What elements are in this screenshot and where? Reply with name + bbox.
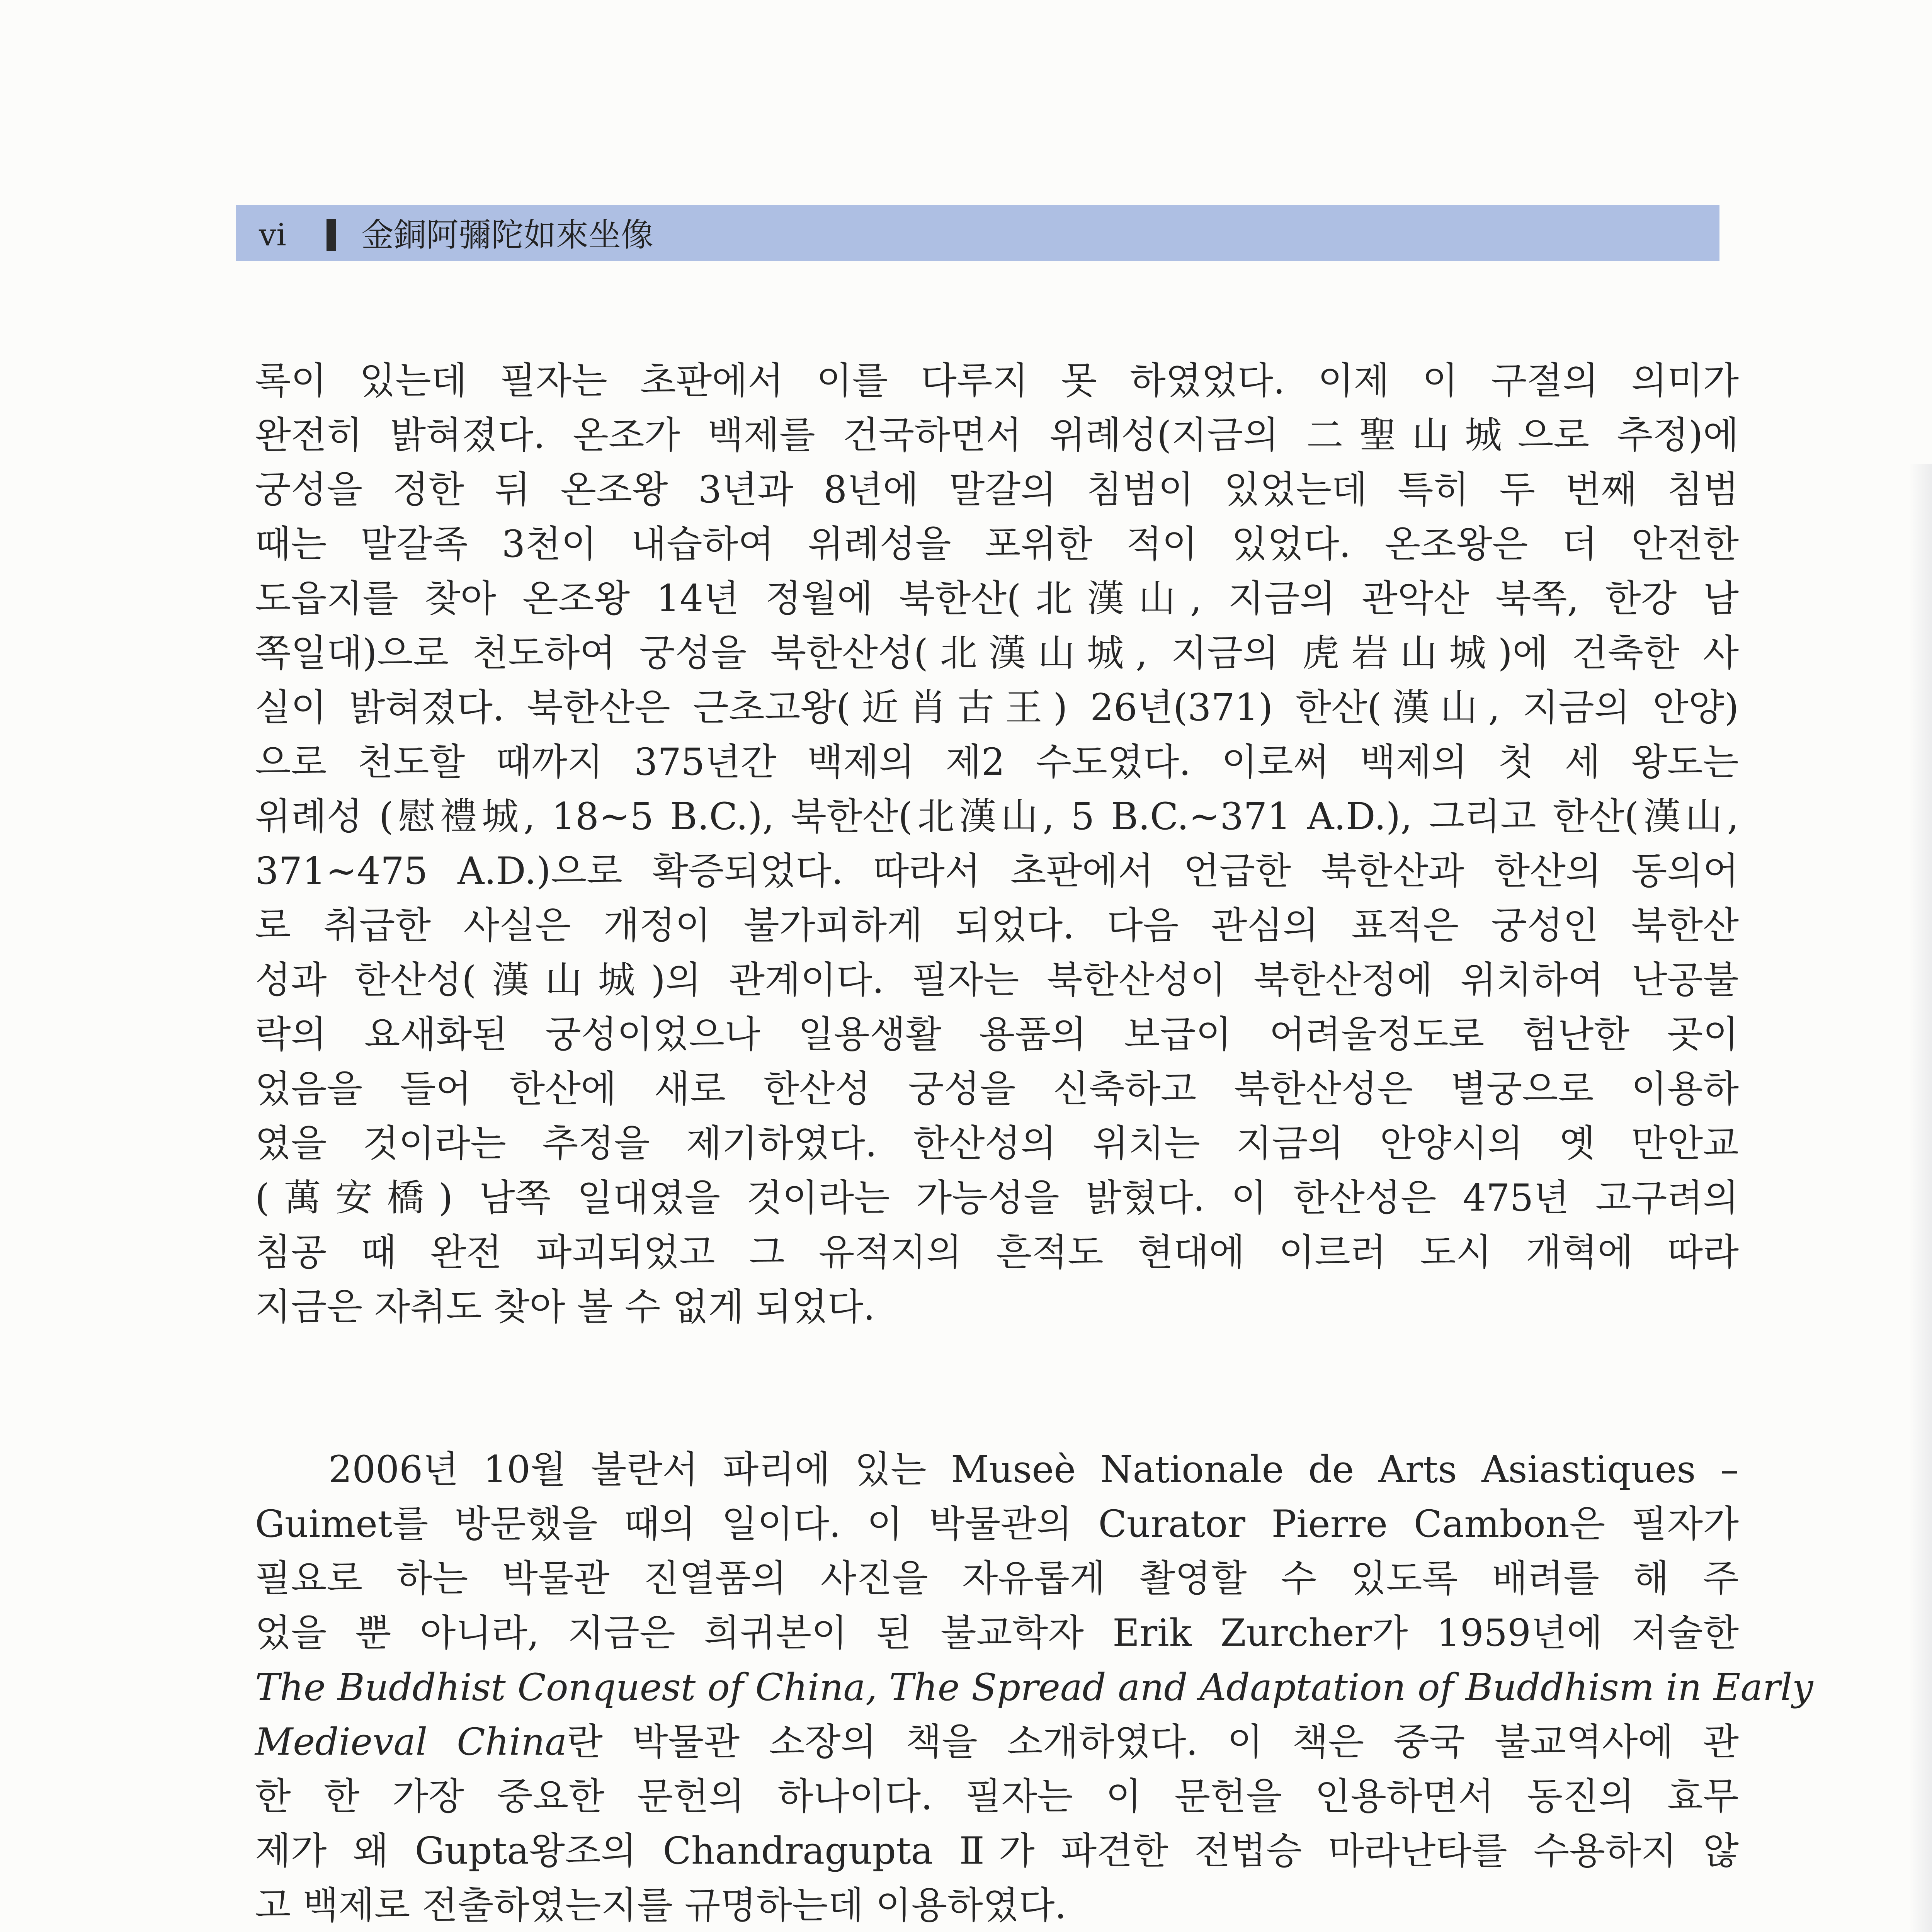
text-line: 한 한 가장 중요한 문헌의 하나이다. 필자는 이 문헌을 인용하면서 동진의 효무 [255, 1775, 1739, 1818]
text-line: 로 취급한 사실은 개정이 불가피하게 되었다. 다음 관심의 표적은 궁성인 북한산 [255, 904, 1739, 947]
text-line: Guimet를 방문했을 때의 일이다. 이 박물관의 Curator Pierre Cambon은 필자가 [255, 1502, 1739, 1546]
text-span: 란 박물관 소장의 책을 소개하였다. 이 책은 중국 불교역사에 관 [567, 1720, 1739, 1764]
text-line: 쪽일대)으로 천도하여 궁성을 북한산성(北漢山城, 지금의 虎岩山城)에 건축한 사 [255, 631, 1739, 675]
text-line: 고 백제로 전출하였는지를 규명하는데 이용하였다. [255, 1884, 1067, 1927]
scan-edge-shadow [1909, 464, 1932, 1932]
header-divider [327, 219, 336, 251]
book-title: Medieval China [255, 1720, 567, 1764]
paragraph-2 [255, 1442, 1813, 1932]
text-line: 완전히 밝혀졌다. 온조가 백제를 건국하면서 위례성(지금의 二聖山城으로 추정)에 [255, 413, 1739, 457]
text-line: 었을 뿐 아니라, 지금은 희귀본이 된 불교학자 Erik Zurcher가 1959년에 저술한 [255, 1611, 1739, 1655]
paragraph-1 [255, 354, 1739, 1334]
text-line: 였을 것이라는 추정을 제기하였다. 한산성의 위치는 지금의 안양시의 옛 만안교 [255, 1122, 1739, 1165]
text-line: (萬安橋) 남쪽 일대였을 것이라는 가능성을 밝혔다. 이 한산성은 475년 고구려의 [255, 1176, 1739, 1219]
text-line: 제가 왜 Gupta왕조의 Chandragupta Ⅱ가 파견한 전법승 마라난타를 수용하지 않 [255, 1829, 1739, 1872]
running-header-title: 金銅阿彌陀如來坐像 [361, 216, 654, 254]
text-line: 실이 밝혀졌다. 북한산은 근초고왕(近肖古王) 26년(371) 한산(漢山, 지금의 안양) [255, 686, 1739, 729]
text-line: 침공 때 완전 파괴되었고 그 유적지의 흔적도 현대에 이르러 도시 개혁에 따라 [255, 1231, 1739, 1274]
paragraph-gap [255, 1334, 1739, 1442]
text-line: 도읍지를 찾아 온조왕 14년 정월에 북한산(北漢山, 지금의 관악산 북쪽, 한강 남 [255, 577, 1739, 620]
text-line: 으로 천도할 때까지 375년간 백제의 제2 수도였다. 이로써 백제의 첫 세 왕도는 [255, 740, 1739, 784]
text-line: 록이 있는데 필자는 초판에서 이를 다루지 못 하였었다. 이제 이 구절의 의미가 [255, 359, 1739, 402]
text-line: 때는 말갈족 3천이 내습하여 위례성을 포위한 적이 있었다. 온조왕은 더 안전한 [255, 522, 1739, 566]
text-line: 었음을 들어 한산에 새로 한산성 궁성을 신축하고 북한산성은 별궁으로 이용하 [255, 1067, 1739, 1111]
text-line: 궁성을 정한 뒤 온조왕 3년과 8년에 말갈의 침범이 있었는데 특히 두 번째 침범 [255, 468, 1739, 511]
text-line: 위례성 (慰禮城, 18~5 B.C.), 북한산(北漢山, 5 B.C.~371 A.D.), 그리고 한산(漢山, [255, 795, 1739, 838]
text-line: 필요로 하는 박물관 진열품의 사진을 자유롭게 촬영할 수 있도록 배려를 해 주 [255, 1557, 1739, 1600]
text-line: 371~475 A.D.)으로 확증되었다. 따라서 초판에서 언급한 북한산과 한산의 동의어 [255, 849, 1739, 893]
text-line [255, 1715, 1739, 1769]
text-line: 2006년 10월 불란서 파리에 있는 Museè Nationale de Arts Asiastiques – [328, 1448, 1739, 1491]
text-line: 성과 한산성(漢山城)의 관계이다. 필자는 북한산성이 북한산정에 위치하여 난공불 [255, 958, 1739, 1002]
page-number: vi [259, 217, 286, 253]
text-line: 락의 요새화된 궁성이었으나 일용생활 용품의 보급이 어려울정도로 험난한 곳이 [255, 1013, 1739, 1056]
text-line: 지금은 자취도 찾아 볼 수 없게 되었다. [255, 1285, 875, 1328]
body-text [255, 354, 1813, 1932]
book-title-line: The Buddhist Conquest of China, The Spread and Adaptation of Buddhism in Early [255, 1666, 1813, 1709]
